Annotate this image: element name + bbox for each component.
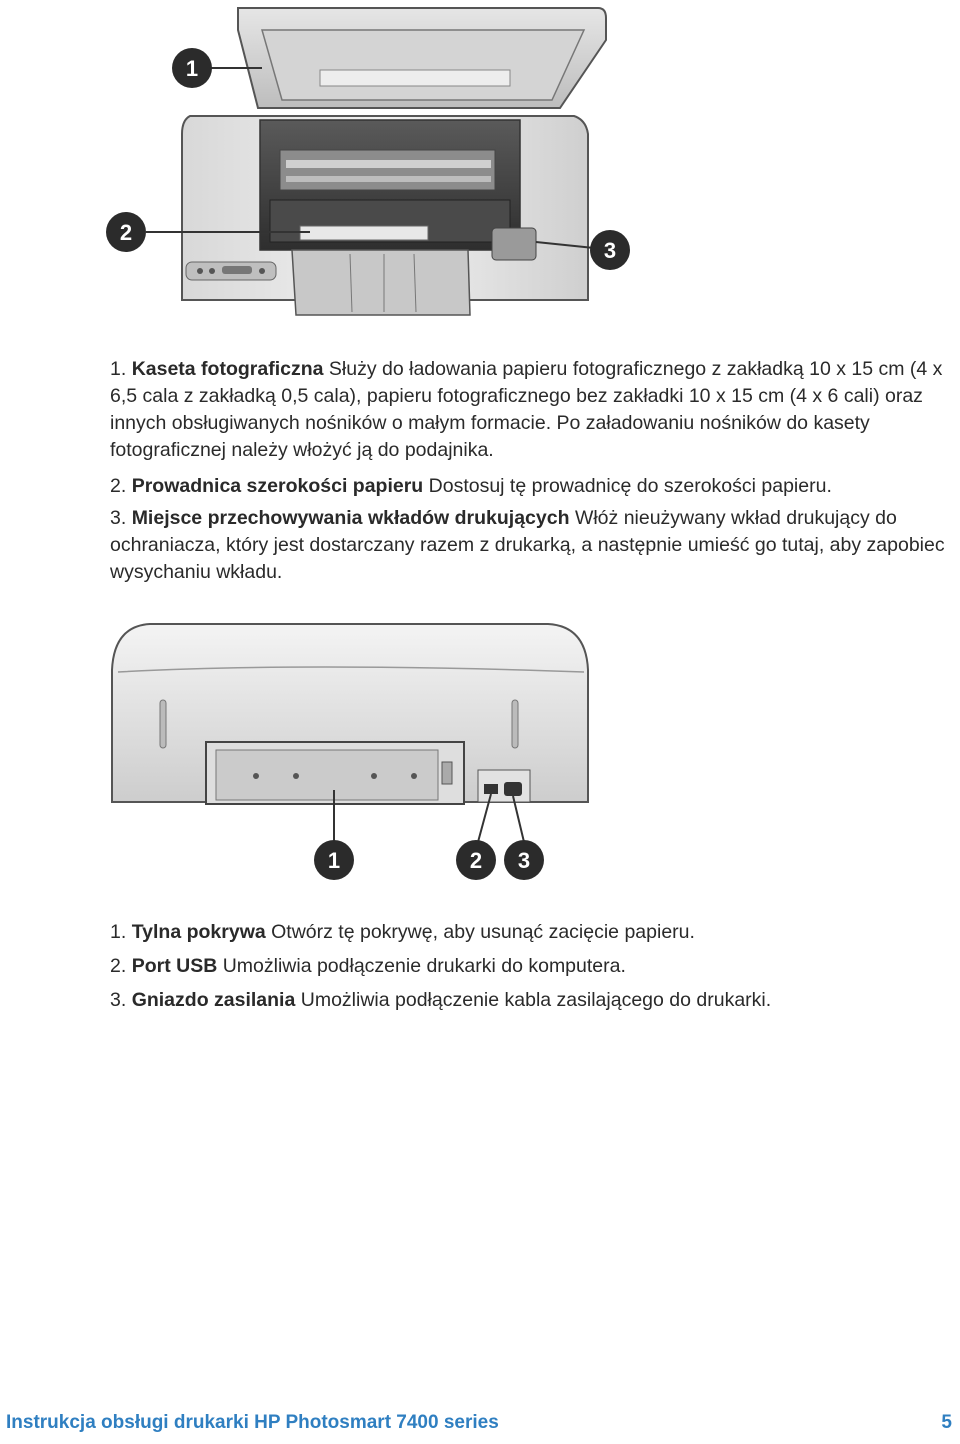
item-text: Służy do ładowania papieru fotograficznego z zakładką 10 x 15 cm (4 x 6,5 cala z zakładką 0,5 cala), papieru fotograficznego bez zakładki 10 x 15 cm (4 x 6 cali) oraz innych obsługiwanych nośników o małym formacie. Po załadowaniu nośników do kasety fotograficznej należy włożyć ją do podajnika. [110, 358, 943, 461]
svg-text:2: 2 [469, 848, 483, 873]
item-rear-access-door [110, 919, 945, 946]
svg-text:3: 3 [603, 238, 617, 263]
svg-text:1: 1 [185, 56, 199, 81]
item-text: Umożliwia podłączenie kabla zasilającego do drukarki. [300, 989, 772, 1011]
back-callout-3 [504, 840, 544, 880]
callout-2 [106, 212, 146, 252]
printer-back-illustration [0, 612, 960, 897]
item-number: 2. [110, 475, 127, 497]
callout-1 [172, 48, 212, 88]
item-paper-width-guide [110, 473, 945, 500]
item-number: 3. [110, 507, 127, 529]
item-text: Dostosuj tę prowadnicę do szerokości papieru. [428, 475, 832, 497]
printer-front-illustration [0, 0, 960, 330]
item-number: 1. [110, 358, 127, 380]
svg-text:3: 3 [517, 848, 531, 873]
item-number: 1. [110, 921, 127, 943]
item-text: Włóż nieużywany wkład drukujący do ochraniacza, który jest dostarczany razem z drukarką, a następnie umieść go tutaj, aby zapobiec wysychaniu wkładu. [110, 507, 945, 583]
item-term: Port USB [131, 955, 218, 977]
svg-text:1: 1 [327, 848, 341, 873]
back-callout-1 [314, 840, 354, 880]
page-number: 5 [941, 1412, 952, 1433]
back-callout-2 [456, 840, 496, 880]
item-term: Gniazdo zasilania [131, 989, 296, 1011]
item-text: Otwórz tę pokrywę, aby usunąć zacięcie papieru. [271, 921, 695, 943]
item-term: Miejsce przechowywania wkładów drukujących [131, 507, 570, 529]
item-photo-tray [110, 356, 945, 464]
item-term: Prowadnica szerokości papieru [131, 475, 424, 497]
item-power-connection [110, 987, 945, 1014]
item-number: 3. [110, 989, 127, 1011]
callout-3 [590, 230, 630, 270]
svg-text:2: 2 [119, 220, 133, 245]
item-text: Umożliwia podłączenie drukarki do komputera. [222, 955, 626, 977]
page-footer [0, 1410, 960, 1444]
item-term: Kaseta fotograficzna [131, 358, 324, 380]
item-number: 2. [110, 955, 127, 977]
item-term: Tylna pokrywa [131, 921, 266, 943]
item-cartridge-storage [110, 505, 945, 586]
footer-title: Instrukcja obsługi drukarki HP Photosmart 7400 series [6, 1412, 499, 1433]
item-usb-port [110, 953, 945, 980]
